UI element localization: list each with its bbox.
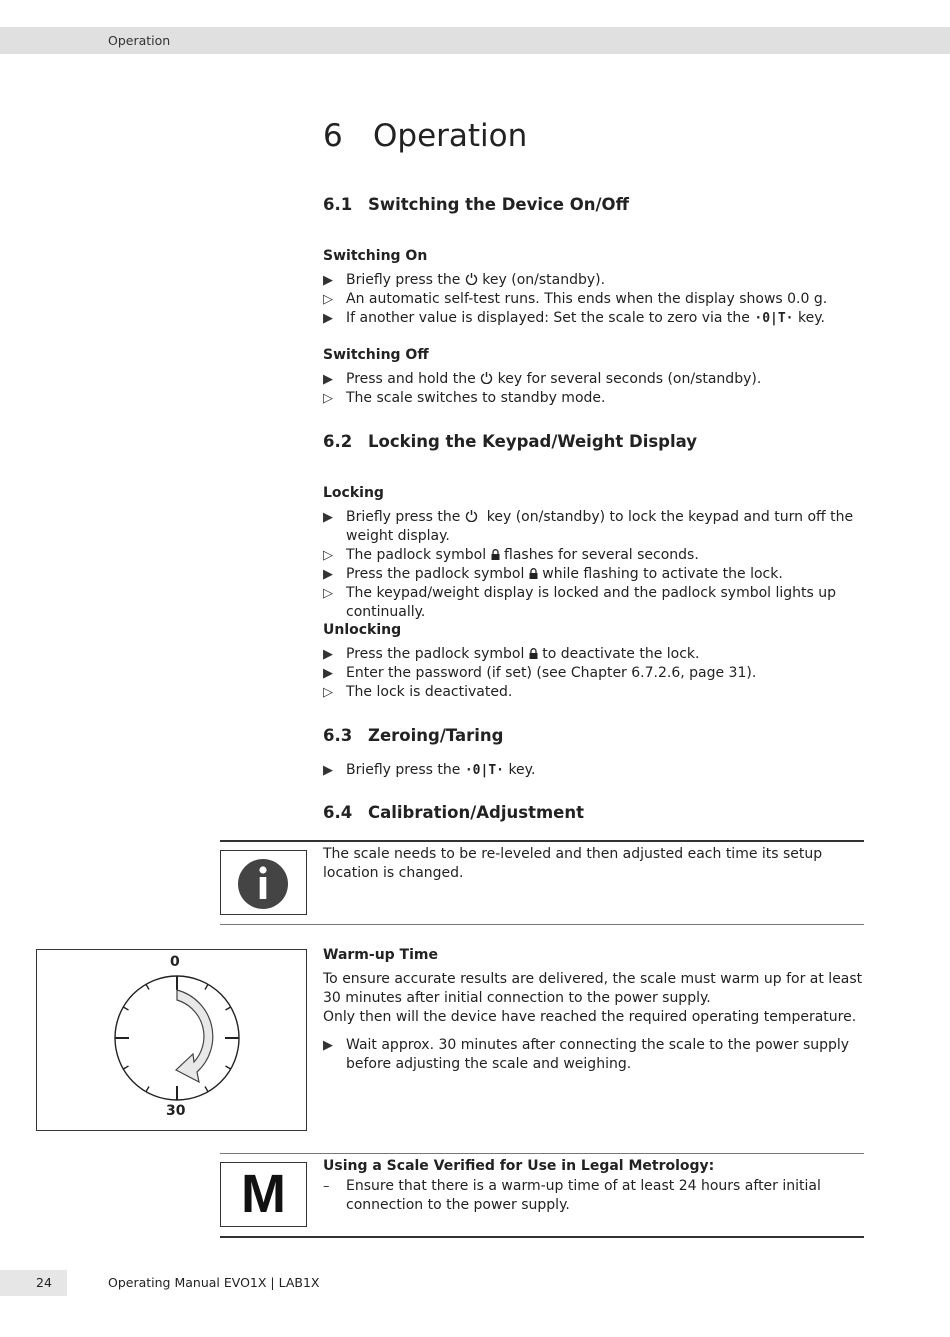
zeroing-list [323, 761, 868, 780]
section-title: Calibration/Adjustment [368, 803, 584, 822]
warmup-line-2: 30 minutes after initial connection to the power supply. [323, 990, 711, 1006]
page-number: 24 [36, 1275, 52, 1290]
legal-metrology-box [220, 1162, 307, 1227]
text: Ensure that there is a warm-up time of at least 24 hours after initial connection to the power supply. [346, 1178, 821, 1213]
list-item [323, 645, 868, 664]
list-item [323, 565, 868, 584]
chapter-title [323, 118, 527, 154]
warmup-list [323, 1036, 863, 1074]
section-6-1-heading [323, 195, 629, 214]
switching-off-list [323, 370, 868, 408]
text: flashes for several seconds. [504, 547, 699, 563]
power-icon [465, 509, 478, 522]
info-top-rule [220, 840, 864, 842]
timer-label-top: 0 [170, 954, 180, 970]
section-title: Switching the Device On/Off [368, 195, 629, 214]
text: The lock is deactivated. [346, 684, 513, 700]
text: key for several seconds (on/standby). [497, 371, 762, 387]
legal-top-rule [220, 1153, 864, 1154]
list-item [323, 309, 868, 328]
warmup-heading: Warm-up Time [323, 947, 438, 963]
m-mark-icon: M [241, 1164, 286, 1224]
result-marker: ▷ [323, 685, 333, 700]
action-marker: ▶ [323, 567, 333, 582]
text: Briefly press the [346, 509, 461, 525]
list-item [323, 584, 868, 622]
chapter-number: 6 [323, 118, 343, 154]
section-6-2-heading [323, 432, 697, 451]
text: Briefly press the [346, 272, 461, 288]
switching-on-list [323, 271, 868, 328]
list-item [323, 370, 868, 389]
unlocking-list [323, 645, 868, 702]
result-marker: ▷ [323, 292, 333, 307]
warmup-line-3: Only then will the device have reached the required operating temperature. [323, 1009, 857, 1025]
text: key. [797, 310, 825, 326]
action-marker: ▶ [323, 273, 333, 288]
info-icon-box [220, 850, 307, 915]
list-item [323, 389, 868, 408]
text: If another value is displayed: Set the scale to zero via the [346, 310, 750, 326]
section-number: 6.3 [323, 726, 353, 745]
action-marker: ▶ [323, 510, 333, 525]
action-marker: ▶ [323, 666, 333, 681]
unlocking-heading: Unlocking [323, 622, 402, 638]
text: key. [508, 762, 536, 778]
switching-off-heading: Switching Off [323, 347, 429, 363]
list-item [323, 271, 868, 290]
section-number: 6.4 [323, 803, 353, 822]
footer-manual-title: Operating Manual EVO1X | LAB1X [108, 1275, 320, 1290]
text: Enter the password (if set) (see Chapter 6.7.2.6, page 31). [346, 665, 757, 681]
timer-label-bottom: 30 [166, 1103, 186, 1119]
text: Press the padlock symbol [346, 646, 525, 662]
result-marker: ▷ [323, 548, 333, 563]
text: key (on/standby). [482, 272, 606, 288]
text: The padlock symbol [346, 547, 487, 563]
action-marker: ▶ [323, 311, 333, 326]
warmup-timer-figure [36, 949, 307, 1131]
dash-marker: – [323, 1179, 330, 1194]
locking-list [323, 508, 868, 622]
text: An automatic self-test runs. This ends when the display shows 0.0 g. [346, 291, 828, 307]
text: Press the padlock symbol [346, 566, 525, 582]
section-title: Locking the Keypad/Weight Display [368, 432, 698, 451]
info-icon [221, 851, 306, 914]
text: while flashing to activate the lock. [542, 566, 783, 582]
text: key (on/standby) to lock the keypad and turn off the weight display. [346, 509, 854, 544]
list-item [323, 546, 868, 565]
zero-tare-key: ·0|T· [754, 311, 794, 326]
action-marker: ▶ [323, 372, 333, 387]
warmup-line-1: To ensure accurate results are delivered, the scale must warm up for at least [323, 971, 863, 987]
legal-list [323, 1177, 863, 1215]
chapter-title-text: Operation [373, 118, 528, 154]
list-item [323, 1177, 863, 1215]
section-6-3-heading [323, 726, 503, 745]
zero-tare-key: ·0|T· [464, 763, 504, 778]
text: Wait approx. 30 minutes after connecting the scale to the power supply before adjusting the scale and weighing. [346, 1037, 850, 1072]
text: The scale switches to standby mode. [346, 390, 606, 406]
padlock-icon [529, 568, 538, 579]
action-marker: ▶ [323, 647, 333, 662]
legal-heading: Using a Scale Verified for Use in Legal Metrology: [323, 1158, 715, 1174]
switching-on-heading: Switching On [323, 248, 428, 264]
section-6-4-heading [323, 803, 584, 822]
legal-bottom-rule [220, 1236, 864, 1238]
result-marker: ▷ [323, 391, 333, 406]
text: Briefly press the [346, 762, 461, 778]
text: The keypad/weight display is locked and the padlock symbol lights up continually. [346, 585, 837, 620]
power-icon [480, 371, 493, 384]
action-marker: ▶ [323, 763, 333, 778]
text: to deactivate the lock. [542, 646, 700, 662]
info-note-text: The scale needs to be re-leveled and then adjusted each time its setup location is changed. [323, 846, 823, 881]
section-title: Zeroing/Taring [368, 726, 504, 745]
timer-arrow [176, 990, 213, 1082]
locking-heading: Locking [323, 485, 384, 501]
header-section-label: Operation [108, 33, 171, 48]
list-item [323, 290, 868, 309]
result-marker: ▷ [323, 586, 333, 601]
list-item [323, 1036, 863, 1074]
section-number: 6.2 [323, 432, 353, 451]
action-marker: ▶ [323, 1038, 333, 1053]
padlock-icon [529, 648, 538, 659]
info-bottom-rule [220, 924, 864, 925]
power-icon [465, 272, 478, 285]
section-number: 6.1 [323, 195, 353, 214]
list-item [323, 664, 868, 683]
list-item [323, 761, 868, 780]
footer-page-box [0, 1270, 67, 1296]
list-item [323, 508, 868, 546]
text: Press and hold the [346, 371, 476, 387]
list-item [323, 683, 868, 702]
padlock-icon [491, 549, 500, 560]
